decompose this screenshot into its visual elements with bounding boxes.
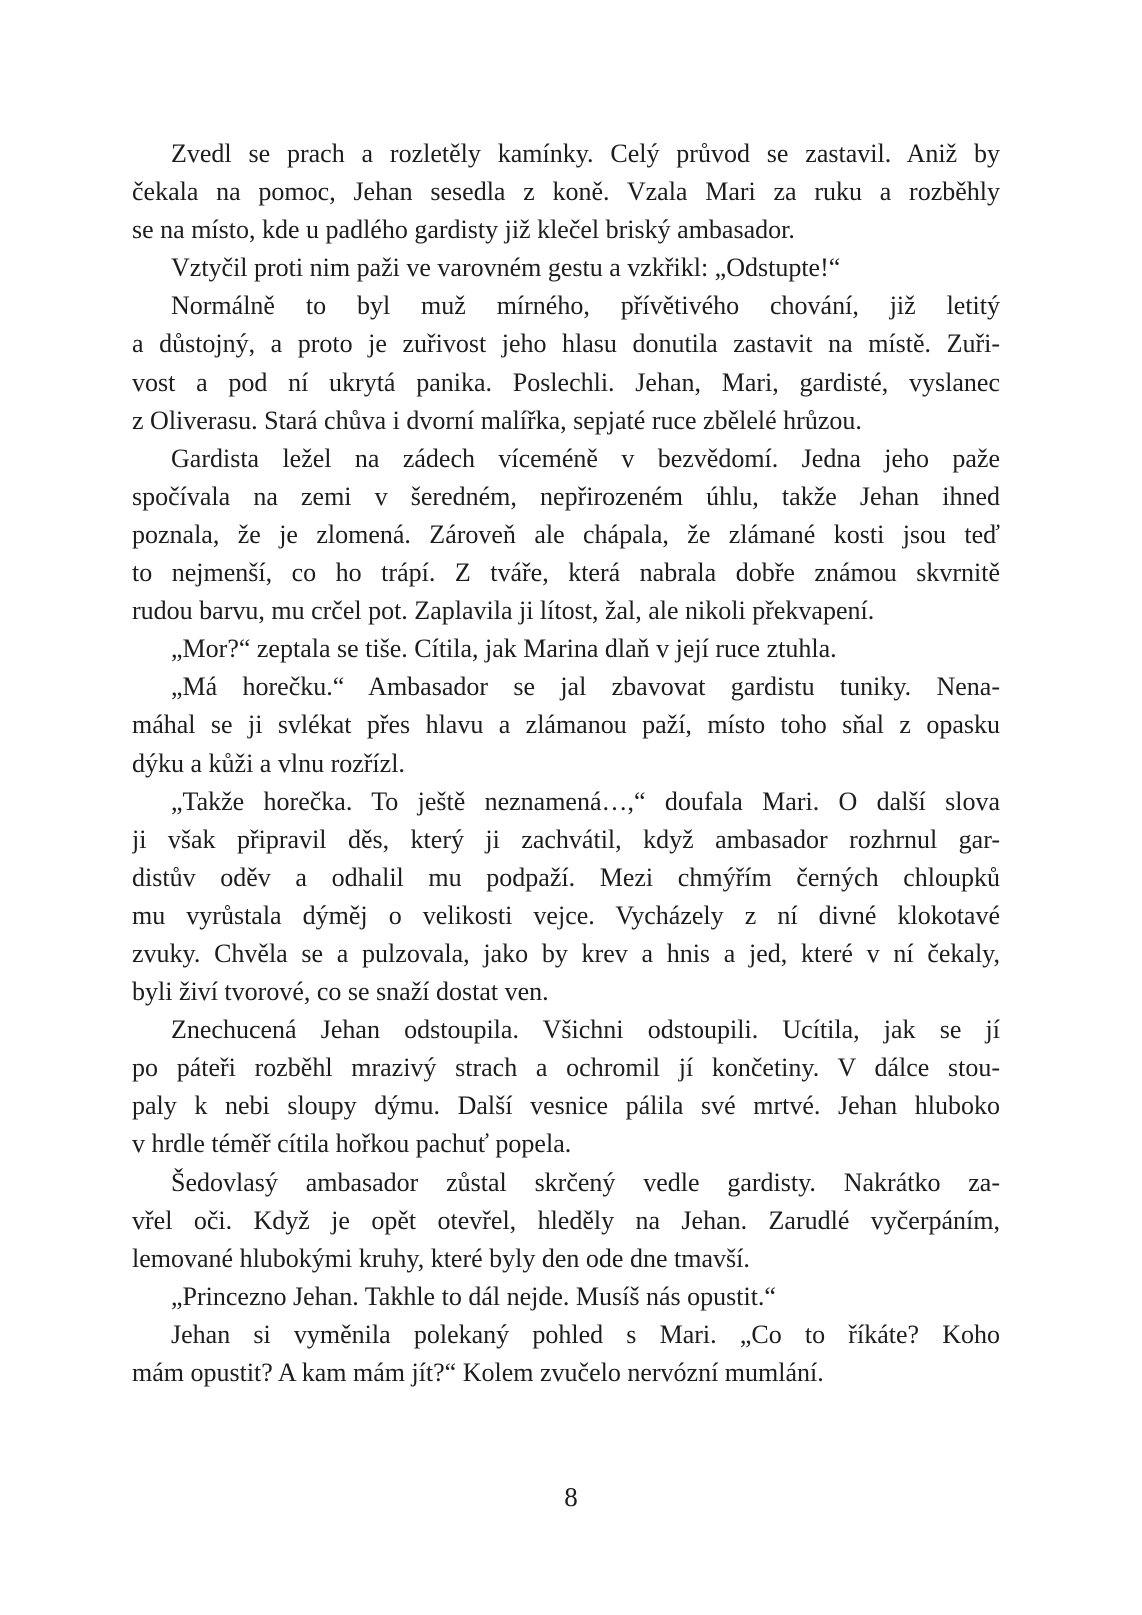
- text-line: z Oliverasu. Stará chůva i dvorní malířka, sepjaté ruce zbělelé hrůzou.: [132, 405, 862, 435]
- text-line: dýku a kůži a vlnu rozřízl.: [132, 748, 405, 778]
- text-line: ji však připravil děs, který ji zachvátil, když ambasador rozhrnul gar-: [132, 824, 1000, 854]
- text-line: byli živí tvorové, co se snaží dostat ven.: [132, 977, 549, 1007]
- text-line: v hrdle téměř cítila hořkou pachuť popela.: [132, 1129, 572, 1159]
- text-line: „Takže horečka. To ještě neznamená…,“ doufala Mari. O další slova: [171, 786, 1000, 816]
- text-line: Šedovlasý ambasador zůstal skrčený vedle gardisty. Nakrátko za-: [171, 1167, 1000, 1197]
- text-line: Normálně to byl muž mírného, přívětivého chování, již letitý: [171, 291, 1000, 321]
- text-line: paly k nebi sloupy dýmu. Další vesnice pálila své mrtvé. Jehan hluboko: [132, 1091, 1000, 1121]
- text-line: mu vyrůstala dýměj o velikosti vejce. Vycházely z ní divné klokotavé: [132, 900, 1000, 930]
- text-line: máhal se ji svlékat přes hlavu a zlámanou paží, místo toho sňal z opasku: [132, 710, 1000, 740]
- text-line: a důstojný, a proto je zuřivost jeho hlasu donutila zastavit na místě. Zuři-: [132, 329, 1000, 359]
- text-line: spočívala na zemi v šeredném, nepřirozeném úhlu, takže Jehan ihned: [132, 481, 1000, 511]
- text-line: zvuky. Chvěla se a pulzovala, jako by krev a hnis a jed, které v ní čekaly,: [132, 938, 1000, 968]
- body-text: [132, 135, 1000, 1392]
- text-line: „Princezno Jehan. Takhle to dál nejde. Musíš nás opustit.“: [171, 1281, 776, 1311]
- text-line: vřel oči. Když je opět otevřel, hleděly na Jehan. Zarudlé vyčerpáním,: [132, 1205, 1000, 1235]
- text-line: po páteři rozběhl mrazivý strach a ochromil jí končetiny. V dálce stou-: [132, 1053, 1000, 1083]
- text-line: se na místo, kde u padlého gardisty již klečel briský ambasador.: [132, 215, 795, 245]
- text-line: „Má horečku.“ Ambasador se jal zbavovat gardistu tuniky. Nena-: [171, 672, 1000, 702]
- page-number: 8: [564, 1482, 578, 1512]
- text-line: distův oděv a odhalil mu podpaží. Mezi chmýřím černých chloupků: [132, 862, 1000, 892]
- text-line: Zvedl se prach a rozletěly kamínky. Celý průvod se zastavil. Aniž by: [171, 139, 1000, 168]
- text-line: mám opustit? A kam mám jít?“ Kolem zvučelo nervózní mumlání.: [132, 1358, 824, 1387]
- text-line: čekala na pomoc, Jehan sesedla z koně. Vzala Mari za ruku a rozběhly: [132, 177, 1000, 207]
- text-line: lemované hlubokými kruhy, které byly den ode dne tmavší.: [132, 1243, 750, 1273]
- text-line: to nejmenší, co ho trápí. Z tváře, která nabrala dobře známou skvrnitě: [132, 558, 1000, 588]
- text-line: „Mor?“ zeptala se tiše. Cítila, jak Marina dlaň v její ruce ztuhla.: [171, 634, 837, 664]
- text-line: poznala, že je zlomená. Zároveň ale chápala, že zlámané kosti jsou teď: [132, 519, 1000, 549]
- text-line: vost a pod ní ukrytá panika. Poslechli. Jehan, Mari, gardisté, vyslanec: [132, 367, 1000, 397]
- text-line: Jehan si vyměnila polekaný pohled s Mari. „Co to říkáte? Koho: [171, 1319, 1000, 1349]
- text-line: rudou barvu, mu crčel pot. Zaplavila ji lítost, žal, ale nikoli překvapení.: [132, 596, 875, 626]
- text-line: Vztyčil proti nim paži ve varovném gestu a vzkřikl: „Odstupte!“: [171, 253, 841, 283]
- text-line: Znechucená Jehan odstoupila. Všichni odstoupili. Ucítila, jak se jí: [171, 1015, 1000, 1045]
- text-line: Gardista ležel na zádech víceméně v bezvědomí. Jedna jeho paže: [171, 443, 1000, 473]
